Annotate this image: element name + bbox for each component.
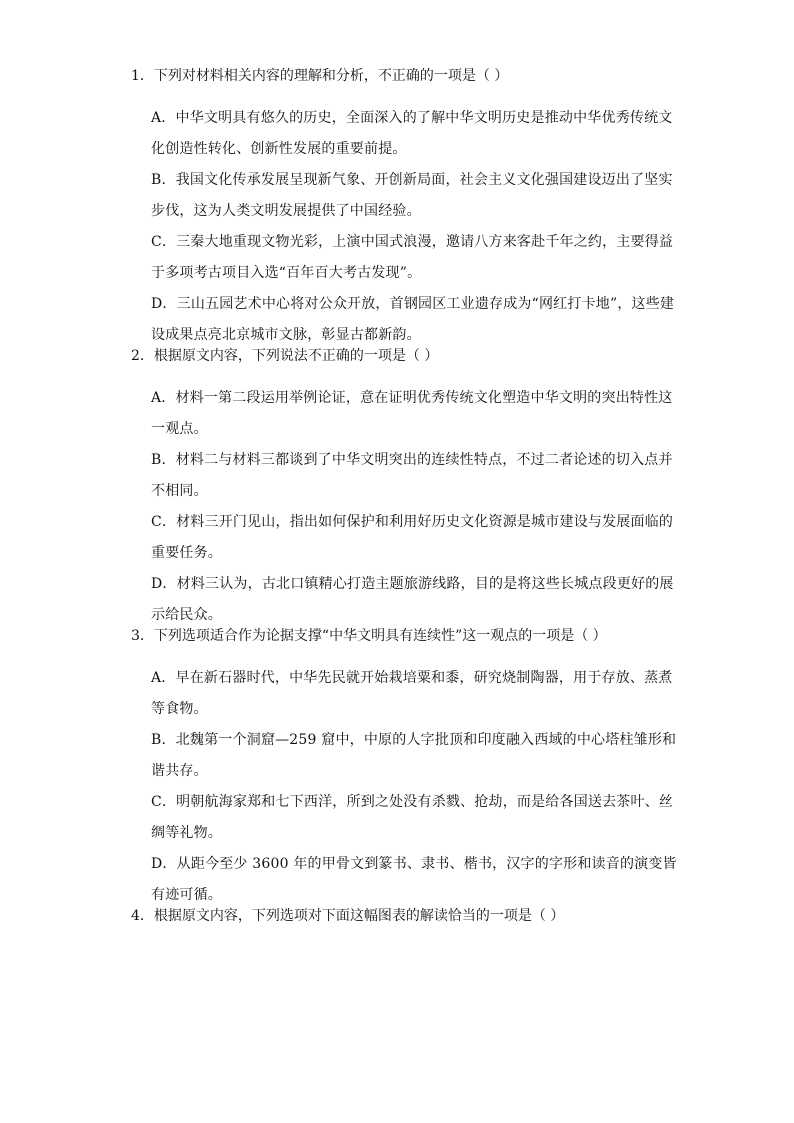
option-d — [0, 569, 674, 631]
question-stem: 4．根据原文内容，下列选项对下面这幅图表的解读恰当的一项是（ ） — [131, 908, 565, 924]
option-b — [0, 725, 677, 787]
question-stem: 2．根据原文内容，下列说法不正确的一项是（ ） — [131, 348, 439, 364]
option-line: 不相同。 — [151, 483, 208, 499]
option-line: 等食物。 — [151, 701, 208, 717]
option-line: C．三秦大地重现文物光彩，上演中国式浪漫，邀请八方来客赴千年之约，主要得益 — [151, 234, 674, 250]
option-line: 示给民众。 — [151, 607, 222, 623]
option-line: A．材料一第二段运用举例论证，意在证明优秀传统文化塑造中华文明的突出特性这 — [151, 390, 673, 406]
option-line: A．早在新石器时代，中华先民就开始栽培粟和黍，研究烧制陶器，用于存放、蒸煮 — [151, 670, 673, 686]
option-line: 绸等礼物。 — [151, 825, 222, 841]
option-line: 谐共存。 — [151, 763, 208, 779]
option-d — [0, 849, 677, 911]
option-a — [0, 383, 673, 445]
option-line: 于多项考古项目入选“百年百大考古发现”。 — [151, 265, 422, 281]
option-line: 一观点。 — [151, 421, 208, 437]
option-line: B．我国文化传承发展呈现新气象、开创新局面，社会主义文化强国建设迈出了坚实 — [151, 172, 673, 188]
question-1 — [0, 66, 794, 351]
option-d — [0, 289, 675, 351]
option-c — [0, 227, 674, 289]
option-a — [0, 103, 673, 165]
option-line: B．北魏第一个洞窟—259 窟中，中原的人字批顶和印度融入西域的中心塔柱雏形和 — [151, 732, 677, 748]
option-c — [0, 787, 674, 849]
option-line: D．材料三认为，古北口镇精心打造主题旅游线路，目的是将这些长城点段更好的展 — [151, 576, 674, 592]
option-line: B．材料二与材料三都谈到了中华文明突出的连续性特点，不过二者论述的切入点并 — [151, 452, 673, 468]
question-stem: 1．下列对材料相关内容的理解和分析，不正确的一项是（ ） — [131, 68, 509, 84]
option-line: A．中华文明具有悠久的历史，全面深入的了解中华文明历史是推动中华优秀传统文 — [151, 110, 673, 126]
question-stem: 3．下列选项适合作为论据支撑“中华文明具有连续性”这一观点的一项是（ ） — [131, 628, 607, 644]
question-4 — [0, 906, 794, 926]
question-3 — [0, 626, 794, 911]
option-line: D．从距今至少 3600 年的甲骨文到篆书、隶书、楷书，汉字的字形和读音的演变皆 — [151, 856, 677, 872]
option-line: 设成果点亮北京城市文脉，彰显古都新韵。 — [151, 327, 421, 343]
option-line: 重要任务。 — [151, 545, 222, 561]
option-line: C．明朝航海家郑和七下西洋，所到之处没有杀戮、抢劫，而是给各国送去茶叶、丝 — [151, 794, 674, 810]
option-b — [0, 165, 673, 227]
option-line: D．三山五园艺术中心将对公众开放，首钢园区工业遗存成为“网红打卡地”，这些建 — [151, 296, 675, 312]
option-c — [0, 507, 674, 569]
question-2 — [0, 346, 794, 631]
option-line: 步伐，这为人类文明发展提供了中国经验。 — [151, 203, 421, 219]
option-b — [0, 445, 673, 507]
option-line: 化创造性转化、创新性发展的重要前提。 — [151, 141, 407, 157]
option-line: C．材料三开门见山，指出如何保护和利用好历史文化资源是城市建设与发展面临的 — [151, 514, 674, 530]
option-a — [0, 663, 673, 725]
option-line: 有迹可循。 — [151, 887, 222, 903]
